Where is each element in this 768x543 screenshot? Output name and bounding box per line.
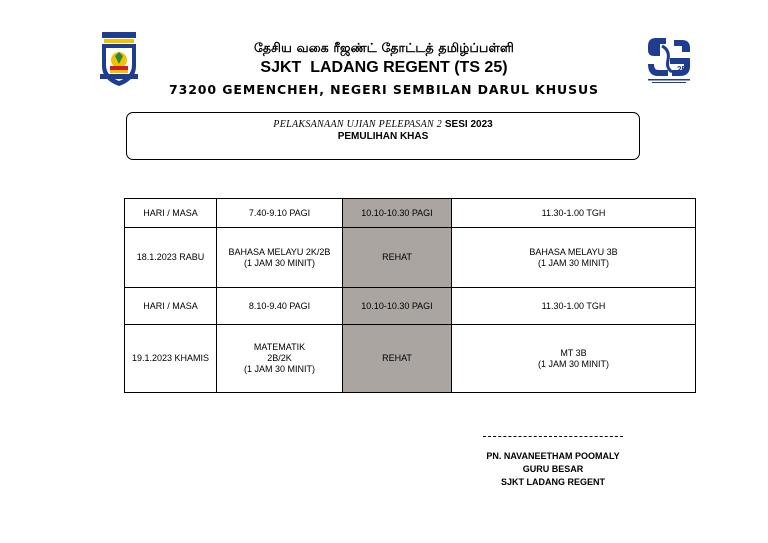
table-cell: MATEMATIK 2B/2K (1 JAM 30 MINIT) <box>217 325 343 393</box>
table-cell: 19.1.2023 KHAMIS <box>125 325 217 393</box>
school-address: 73200 GEMENCHEH, NEGERI SEMBILAN DARUL KHUSUS <box>169 82 599 97</box>
signatory-position: GURU BESAR <box>522 464 584 474</box>
exam-title-name: PELAKSANAAN UJIAN PELEPASAN 2 <box>273 119 443 130</box>
exam-title <box>127 119 639 130</box>
school-name-tamil: தேசிய வகை ரீஜண்ட் தோட்டத் தமிழ்ப்பள்ளி <box>253 40 515 55</box>
signatory-name: PN. NAVANEETHAM POOMALY <box>486 451 620 461</box>
table-cell: 11.30-1.00 TGH <box>452 288 696 325</box>
table-cell: 10.10-10.30 PAGI <box>343 199 452 228</box>
table-cell: BAHASA MELAYU 2K/2B (1 JAM 30 MINIT) <box>217 228 343 288</box>
exam-subtitle: PEMULIHAN KHAS <box>337 131 429 142</box>
table-cell: MT 3B (1 JAM 30 MINIT) <box>452 325 696 393</box>
table-row <box>125 228 696 288</box>
table-cell: BAHASA MELAYU 3B (1 JAM 30 MINIT) <box>452 228 696 288</box>
table-row <box>125 288 696 325</box>
table-cell: HARI / MASA <box>125 199 217 228</box>
exam-schedule-table <box>124 198 696 393</box>
table-cell: HARI / MASA <box>125 288 217 325</box>
table-cell: REHAT <box>343 325 452 393</box>
exam-title-session: SESI 2023 <box>444 119 493 130</box>
signatory-school: SJKT LADANG REGENT <box>500 477 605 487</box>
table-cell: 10.10-10.30 PAGI <box>343 288 452 325</box>
logo-badge-number: 25 <box>677 65 686 74</box>
table-row <box>125 199 696 228</box>
school-name: SJKT LADANG REGENT (TS 25) <box>260 59 508 76</box>
exam-title-box <box>126 112 640 160</box>
table-row <box>125 325 696 393</box>
table-cell: 7.40-9.10 PAGI <box>217 199 343 228</box>
table-cell: 8.10-9.40 PAGI <box>217 288 343 325</box>
table-cell: REHAT <box>343 228 452 288</box>
signature-line <box>483 436 623 437</box>
table-cell: 11.30-1.00 TGH <box>452 199 696 228</box>
table-cell: 18.1.2023 RABU <box>125 228 217 288</box>
